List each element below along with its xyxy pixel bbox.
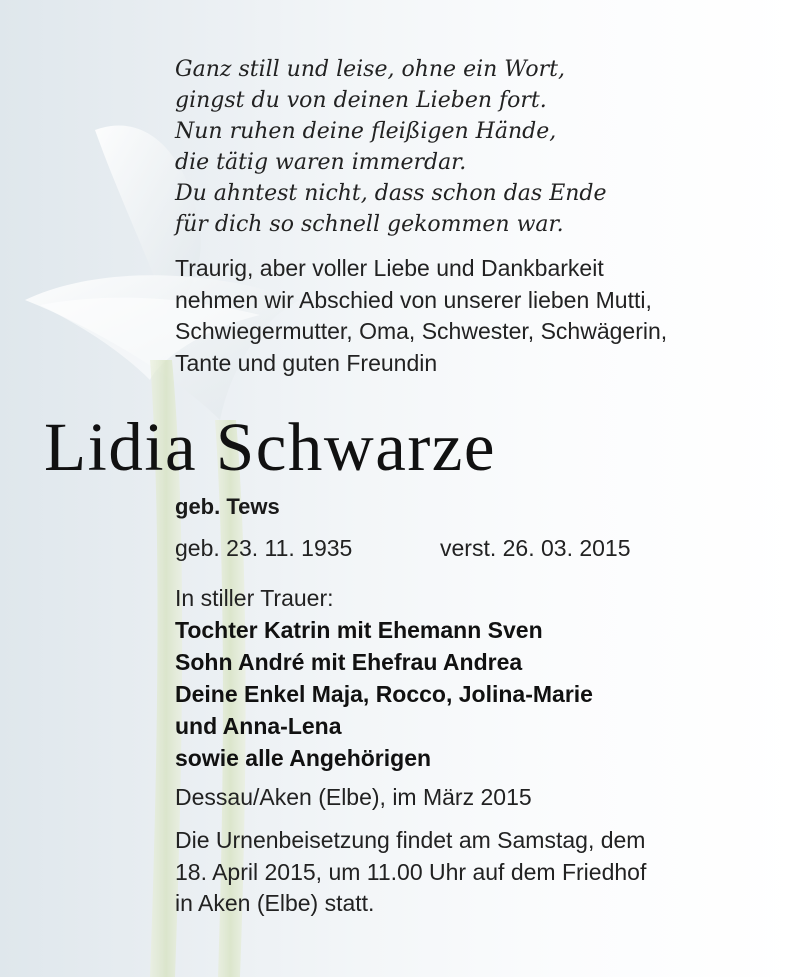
poem-line: Du ahntest nicht, dass schon das Ende — [175, 181, 607, 206]
maiden-name: geb. Tews — [175, 494, 280, 519]
burial-line: Die Urnenbeisetzung findet am Samstag, dem — [175, 827, 646, 853]
burial-line: 18. April 2015, um 11.00 Uhr auf dem Friedhof — [175, 858, 647, 885]
poem — [175, 54, 607, 240]
poem-line: für dich so schnell gekommen war. — [175, 212, 564, 237]
mourner-line: Tochter Katrin mit Ehemann Sven — [175, 617, 543, 643]
mourner-line: Deine Enkel Maja, Rocco, Jolina-Marie — [175, 681, 593, 707]
birth-date: geb. 23. 11. 1935 — [175, 535, 353, 561]
farewell-intro — [175, 253, 667, 379]
poem-line: Nun ruhen deine fleißigen Hände, — [175, 119, 557, 144]
mourner-line: Sohn André mit Ehefrau Andrea — [175, 649, 523, 675]
poem-line: die tätig waren immerdar. — [175, 150, 467, 175]
life-dates — [175, 535, 631, 562]
poem-line: Ganz still und leise, ohne ein Wort, — [175, 57, 566, 82]
deceased-name: Lidia Schwarze — [44, 409, 497, 485]
intro-line: Schwiegermutter, Oma, Schwester, Schwägerin, — [175, 318, 668, 344]
mourning-intro: In stiller Trauer: — [175, 585, 334, 611]
death-date: verst. 26. 03. 2015 — [440, 535, 631, 561]
burial-info — [175, 825, 646, 920]
mourner-line: und Anna-Lena — [175, 713, 342, 739]
place-and-date: Dessau/Aken (Elbe), im März 2015 — [175, 784, 532, 810]
intro-line: Tante und guten Freundin — [175, 349, 438, 376]
mourners-list — [175, 582, 593, 774]
intro-line: Traurig, aber voller Liebe und Dankbarkeit — [175, 255, 604, 281]
mourner-line: sowie alle Angehörigen — [175, 745, 432, 771]
intro-line: nehmen wir Abschied von unserer lieben Mutti, — [175, 286, 652, 313]
burial-line: in Aken (Elbe) statt. — [175, 890, 375, 916]
poem-line: gingst du von deinen Lieben fort. — [175, 88, 547, 113]
